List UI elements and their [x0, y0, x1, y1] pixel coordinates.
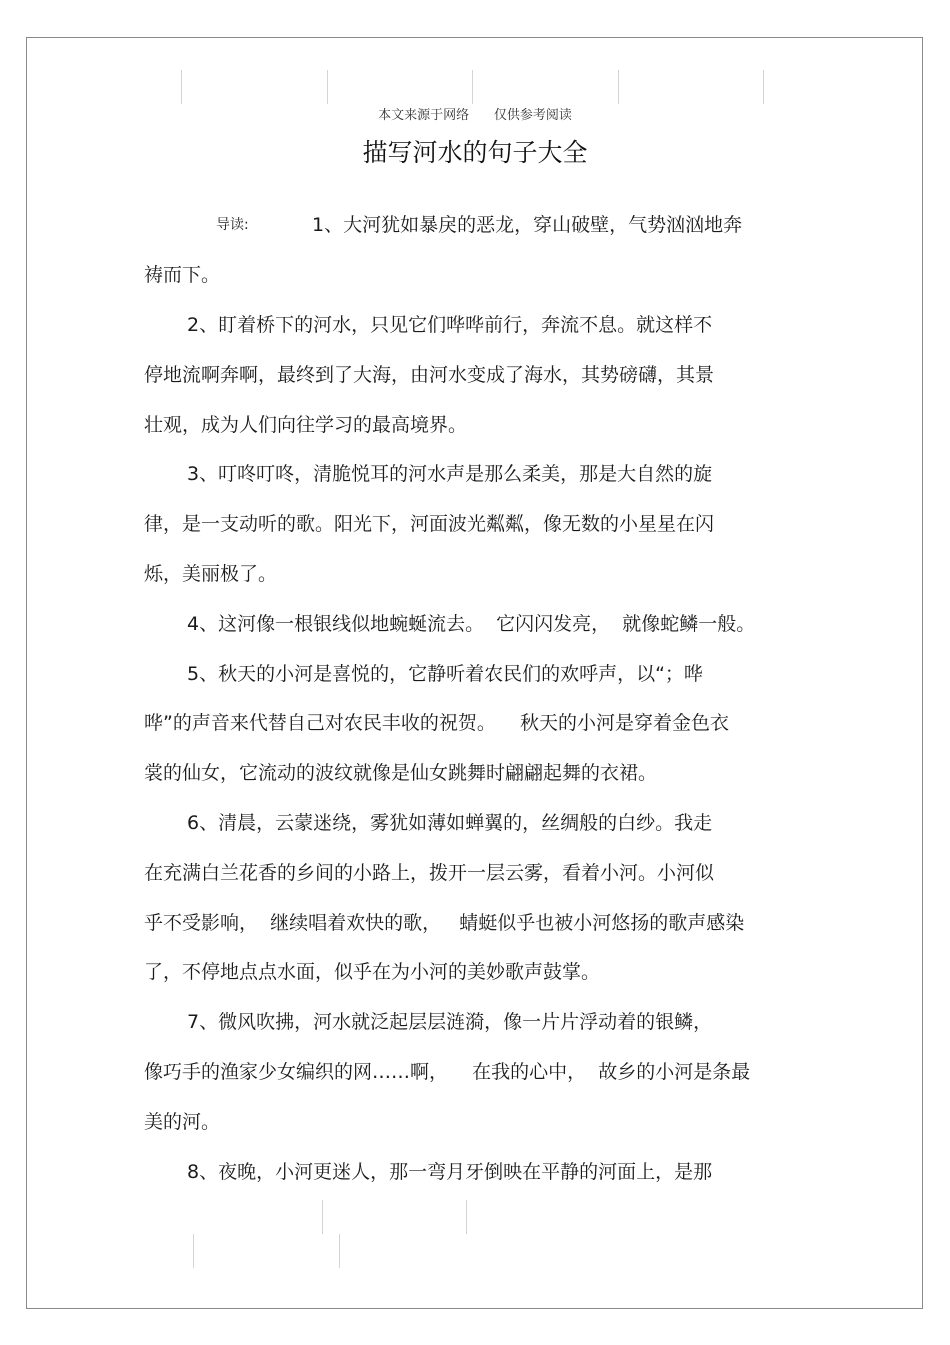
text-line: 停地流啊奔啊，最终到了大海，由河水变成了海水，其势磅礴，其景 — [144, 364, 715, 386]
footer-tick-3 — [193, 1234, 194, 1268]
header-tick-4 — [618, 70, 619, 104]
text-line: 裳的仙女，它流动的波纹就像是仙女跳舞时翩翩起舞的衣裙。 — [144, 762, 658, 784]
text-line: 美的河。 — [144, 1111, 221, 1133]
footer-tick-4 — [339, 1234, 340, 1268]
intro-label: 导读: — [216, 217, 249, 233]
text-line: 5、秋天的小河是喜悦的，它静听着农民们的欢呼声，以“；哗 — [187, 663, 703, 685]
header-tick-3 — [472, 70, 473, 104]
header-tick-5 — [763, 70, 764, 104]
footer-tick-2 — [466, 1200, 467, 1234]
text-line: 烁，美丽极了。 — [144, 563, 278, 585]
text-line: 哗”的声音来代替自己对农民丰收的祝贺。 秋天的小河是穿着金色衣 — [144, 712, 730, 734]
text-line: 律，是一支动听的歌。阳光下，河面波光粼粼，像无数的小星星在闪 — [144, 513, 715, 535]
text-line: 4、这河像一根银线似地蜿蜒流去。 它闪闪发亮， 就像蛇鳞一般。 — [187, 613, 756, 635]
text-line: 祷而下。 — [144, 264, 221, 286]
header-tick-2 — [327, 70, 328, 104]
footer-tick-1 — [322, 1200, 323, 1234]
text-line: 1、大河犹如暴戾的恶龙，穿山破壁，气势汹汹地奔 — [312, 214, 743, 236]
text-line: 壮观，成为人们向往学习的最高境界。 — [144, 414, 468, 436]
text-line: 2、盯着桥下的河水，只见它们哗哗前行，奔流不息。就这样不 — [187, 314, 713, 336]
text-line: 像巧手的渔家少女编织的网……啊， 在我的心中， 故乡的小河是条最 — [144, 1061, 751, 1083]
text-line: 6、清晨，云蒙迷绕，雾犹如薄如蝉翼的，丝绸般的白纱。我走 — [187, 812, 713, 834]
text-line: 3、叮咚叮咚，清脆悦耳的河水声是那么柔美，那是大自然的旋 — [187, 463, 713, 485]
text-line: 8、夜晚，小河更迷人，那一弯月牙倒映在平静的河面上，是那 — [187, 1161, 713, 1183]
text-line: 乎不受影响， 继续唱着欢快的歌， 蜻蜓似乎也被小河悠扬的歌声感染 — [144, 912, 745, 934]
text-line: 了，不停地点点水面，似乎在为小河的美妙歌声鼓掌。 — [144, 961, 601, 983]
source-note: 本文来源于网络 仅供参考阅读 — [378, 108, 572, 123]
text-line: 在充满白兰花香的乡间的小路上，拨开一层云雾，看着小河。小河似 — [144, 862, 715, 884]
header-tick-1 — [181, 70, 182, 104]
page-title: 描写河水的句子大全 — [362, 138, 588, 167]
text-line: 7、微风吹拂，河水就泛起层层涟漪，像一片片浮动着的银鳞， — [187, 1011, 713, 1033]
